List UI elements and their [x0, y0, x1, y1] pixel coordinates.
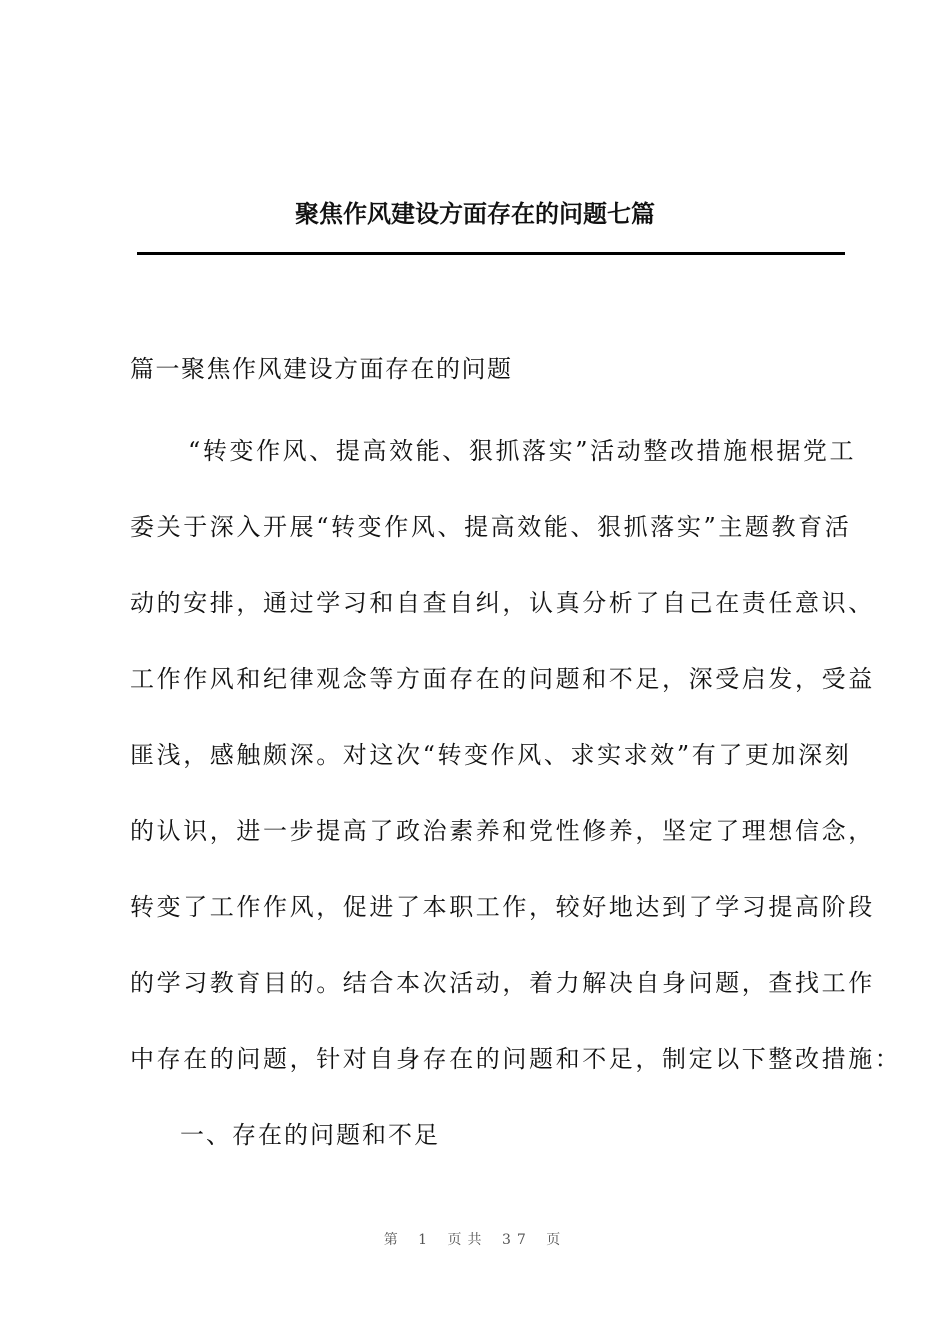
- paragraph-line: 的认识，进一步提高了政治素养和党性修养，坚定了理想信念，: [130, 817, 875, 845]
- document-title: 聚焦作风建设方面存在的问题七篇: [295, 199, 655, 228]
- document-body: [130, 346, 902, 1173]
- paragraph-line: 的学习教育目的。结合本次活动，着力解决自身问题，查找工作: [130, 969, 875, 997]
- paragraph-line: 中存在的问题，针对自身存在的问题和不足，制定以下整改措施：: [130, 1045, 902, 1073]
- title-underline-rule: [137, 252, 845, 255]
- paragraph: [130, 413, 902, 1097]
- paragraph-line: 动的安排，通过学习和自查自纠，认真分析了自己在责任意识、: [130, 589, 875, 617]
- section-heading: 篇一聚焦作风建设方面存在的问题: [130, 355, 513, 383]
- paragraph-line: “转变作风、提高效能、狠抓落实”活动整改措施根据党工: [188, 437, 857, 465]
- paragraph-line: 委关于深入开展“转变作风、提高效能、狠抓落实”主题教育活: [130, 513, 852, 541]
- paragraph-line: 工作作风和纪律观念等方面存在的问题和不足，深受启发，受益: [130, 665, 875, 693]
- page-number-footer: 第 1 页共 37 页: [383, 1232, 567, 1248]
- paragraph-line: 匪浅，感触颇深。对这次“转变作风、求实求效”有了更加深刻: [130, 741, 852, 769]
- paragraph-line: 转变了工作作风，促进了本职工作，较好地达到了学习提高阶段: [130, 893, 875, 921]
- subheading: 一、存在的问题和不足: [180, 1121, 440, 1149]
